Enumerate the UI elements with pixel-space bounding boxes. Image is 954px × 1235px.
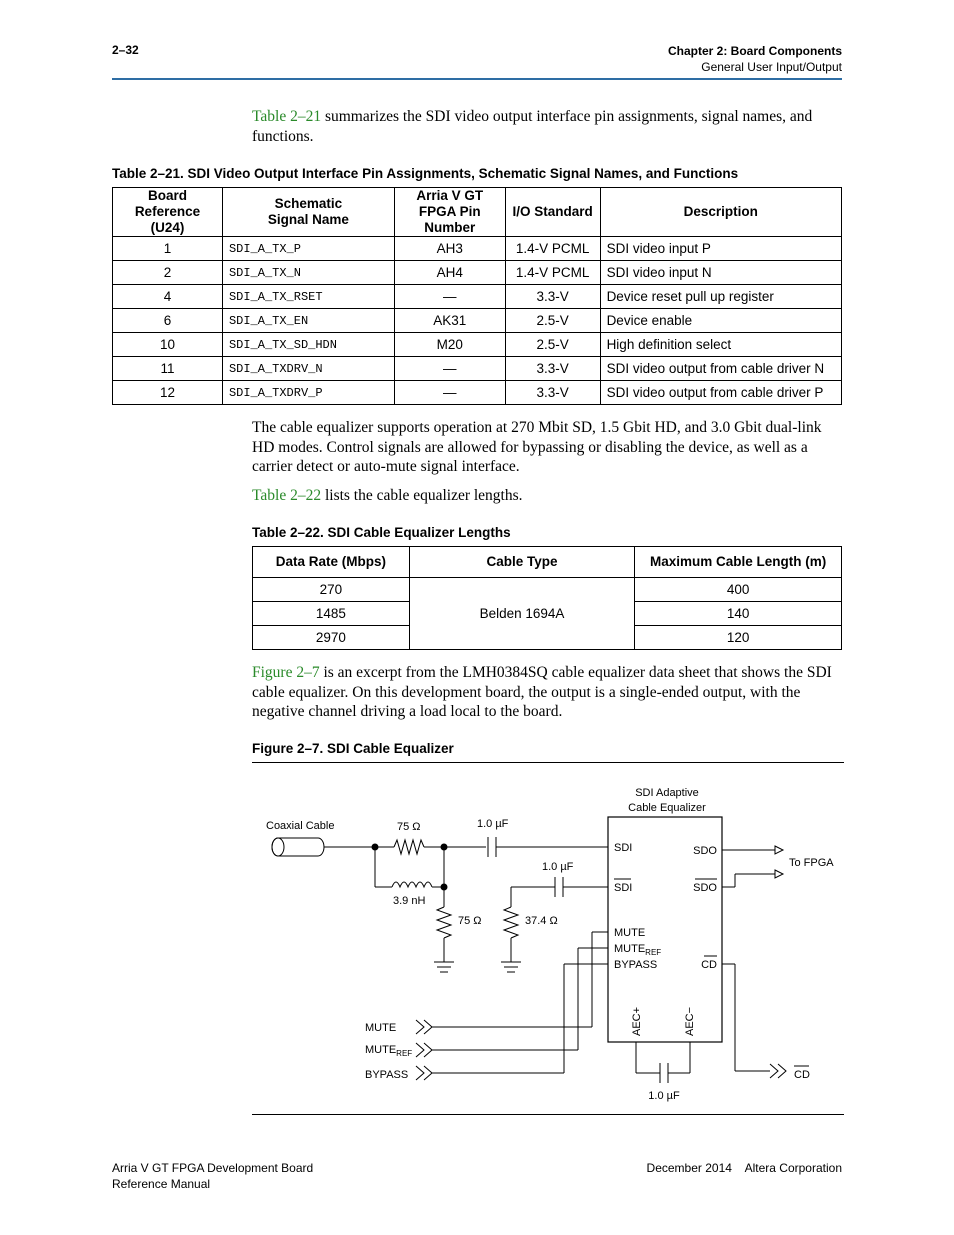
cell-io: 1.4-V PCML [505, 237, 600, 261]
col-io-standard: I/O Standard [505, 188, 600, 237]
cell-ref: 2 [113, 261, 223, 285]
cell-pin: AH3 [394, 237, 505, 261]
cell-pin: AK31 [394, 309, 505, 333]
cell-ref: 4 [113, 285, 223, 309]
section-title: General User Input/Output [701, 60, 842, 74]
cell-desc: SDI video input P [600, 237, 841, 261]
table-2-21-link[interactable]: Table 2–21 [252, 108, 322, 125]
inductor-l1-icon [392, 882, 432, 887]
cell-pin: — [394, 381, 505, 405]
cell-data-rate: 2970 [253, 626, 410, 650]
cell-signal: SDI_A_TX_P [222, 237, 394, 261]
pin-aec-minus-label: AEC− [684, 1006, 696, 1036]
cell-desc: SDI video output from cable driver P [600, 381, 841, 405]
cell-ref: 12 [113, 381, 223, 405]
to-fpga-label: To FPGA [789, 857, 834, 869]
cell-signal: SDI_A_TXDRV_N [222, 357, 394, 381]
cell-signal: SDI_A_TX_SD_HDN [222, 333, 394, 357]
pin-mute-label: MUTE [614, 927, 646, 939]
col-data-rate: Data Rate (Mbps) [253, 547, 410, 578]
coax-connector-icon [272, 838, 324, 856]
r3-label: 37.4 Ω [525, 915, 558, 927]
output-arrow-icon [775, 846, 783, 854]
pin-sdi-label: SDI [614, 842, 633, 854]
lengths-text: lists the cable equalizer lengths. [321, 487, 523, 504]
table-2-22-caption: Table 2–22. SDI Cable Equalizer Lengths [252, 525, 511, 540]
c1-label: 1.0 µF [477, 818, 509, 830]
c2-label: 1.0 µF [542, 861, 574, 873]
junction-dot [441, 884, 447, 890]
connector-cd-icon-b [778, 1064, 786, 1078]
cell-pin: AH4 [394, 261, 505, 285]
cell-max-length: 140 [635, 602, 842, 626]
col-pin-number: Arria V GT FPGA Pin Number [394, 188, 505, 237]
cell-desc: SDI video output from cable driver N [600, 357, 841, 381]
col-cable-type: Cable Type [409, 547, 635, 578]
cell-pin: M20 [394, 333, 505, 357]
chip-title-2: Cable Equalizer [628, 802, 706, 814]
l1-label: 3.9 nH [393, 895, 426, 907]
intro-text: summarizes the SDI video output interface pin assignments, signal names, and functions. [252, 108, 813, 145]
col-description: Description [600, 188, 841, 237]
footer-left [112, 1160, 313, 1192]
pin-aec-plus-label: AEC+ [631, 1006, 643, 1036]
cell-desc: High definition select [600, 333, 841, 357]
pin-cd-label: CD [701, 959, 717, 971]
cell-pin: — [394, 285, 505, 309]
table-2-21-caption: Table 2–21. SDI Video Output Interface Pin Assignments, Schematic Signal Names, and Functions [112, 166, 739, 181]
cell-pin: — [394, 357, 505, 381]
cell-io: 2.5-V [505, 309, 600, 333]
signal-muteref-label: $MUTE_{REF}$ [365, 1044, 413, 1058]
resistor-r2-icon [437, 907, 451, 938]
cell-data-rate: 270 [253, 578, 410, 602]
signal-bypass-label: BYPASS [365, 1069, 409, 1081]
connector-mute-icon-b [424, 1020, 432, 1034]
connector-cd-icon [770, 1064, 778, 1078]
col-board-reference: Board Reference (U24) [113, 188, 223, 237]
signal-cd-label: CD [794, 1069, 810, 1081]
signal-mute-label: MUTE [365, 1022, 397, 1034]
cell-cable-type: Belden 1694A [409, 578, 635, 650]
table-2-22-link[interactable]: Table 2–22 [252, 487, 322, 504]
col-max-length: Maximum Cable Length (m) [635, 547, 842, 578]
pin-sdo-n-label: SDO [693, 882, 717, 894]
r1-label: 75 Ω [397, 821, 421, 833]
chip-title-1: SDI Adaptive [635, 787, 699, 799]
cell-io: 3.3-V [505, 285, 600, 309]
cell-signal: SDI_A_TX_EN [222, 309, 394, 333]
cell-desc: SDI video input N [600, 261, 841, 285]
r2-label: 75 Ω [458, 915, 482, 927]
cell-max-length: 120 [635, 626, 842, 650]
connector-bypass-icon-b [424, 1066, 432, 1080]
cell-ref: 6 [113, 309, 223, 333]
pin-muteref-label: $MUTE_{REF}$ [614, 943, 662, 957]
figure-2-7-caption: Figure 2–7. SDI Cable Equalizer [252, 741, 454, 756]
footer-doc-type: Reference Manual [112, 1177, 211, 1191]
cell-desc: Device reset pull up register [600, 285, 841, 309]
equalizer-paragraph: The cable equalizer supports operation at 270 Mbit SD, 1.5 Gbit HD, and 3.0 Gbit dual-link HD modes. Control signals are allowed for bypassing or disabling the device, as well as a carrier detect or auto-mute signal interface. [252, 419, 822, 475]
cell-io: 3.3-V [505, 357, 600, 381]
cell-ref: 11 [113, 357, 223, 381]
cell-ref: 1 [113, 237, 223, 261]
connector-mute-icon [416, 1020, 424, 1034]
cell-data-rate: 1485 [253, 602, 410, 626]
footer-doc-title: Arria V GT FPGA Development Board [112, 1161, 314, 1175]
figure-2-7-link[interactable]: Figure 2–7 [252, 664, 320, 681]
pin-bypass-label: BYPASS [614, 959, 658, 971]
chapter-title: Chapter 2: Board Components [667, 44, 842, 58]
cell-signal: SDI_A_TXDRV_P [222, 381, 394, 405]
cell-signal: SDI_A_TX_RSET [222, 285, 394, 309]
pin-sdo-label: SDO [693, 845, 717, 857]
connector-bypass-icon [416, 1066, 424, 1080]
figure-bottom-rule [252, 1114, 844, 1115]
coax-end [272, 838, 284, 856]
cell-ref: 10 [113, 333, 223, 357]
coax-label: Coaxial Cable [266, 820, 335, 832]
connector-muteref-icon [416, 1043, 424, 1057]
output-arrow-icon [775, 870, 783, 878]
connector-muteref-icon-b [424, 1043, 432, 1057]
col-signal-name: Schematic Signal Name [222, 188, 394, 237]
c3-label: 1.0 µF [648, 1090, 680, 1102]
footer-right: December 2014 Altera Corporation [646, 1161, 842, 1175]
resistor-r3-icon [504, 907, 518, 938]
cell-signal: SDI_A_TX_N [222, 261, 394, 285]
cell-desc: Device enable [600, 309, 841, 333]
figure-intro-text: is an excerpt from the LMH0384SQ cable equalizer data sheet that shows the SDI cable equalizer. On this development board, the output is a single-ended output, with the negative channel driving a load local to the board. [252, 664, 832, 720]
cell-io: 1.4-V PCML [505, 261, 600, 285]
cell-max-length: 400 [635, 578, 842, 602]
page-number: 2–32 [112, 43, 139, 57]
pin-sdi-n-label: SDI [614, 882, 633, 894]
cell-io: 2.5-V [505, 333, 600, 357]
cell-io: 3.3-V [505, 381, 600, 405]
resistor-r1-icon [394, 840, 424, 854]
